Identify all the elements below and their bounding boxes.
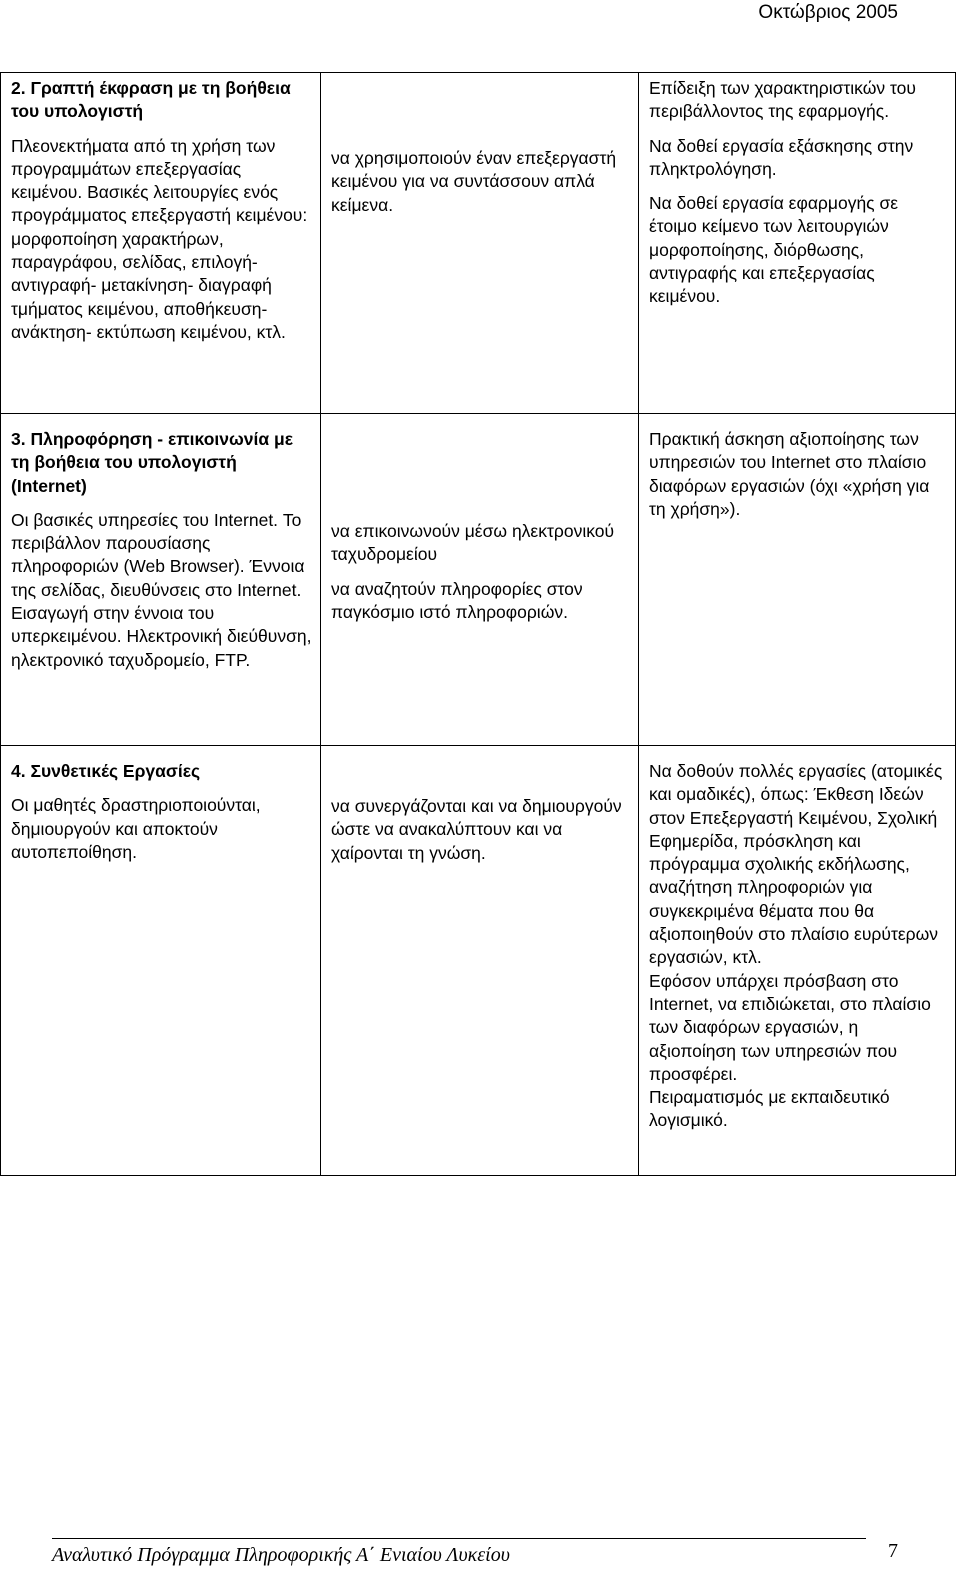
curriculum-table — [0, 72, 956, 1176]
objective-text: να συνεργάζονται και να δημιουργούν ώστε να ανακαλύπτουν και να χαίρονται τη γνώση. — [331, 796, 622, 863]
unit-title: 3. Πληροφόρηση - επικοινωνία με τη βοήθεια του υπολογιστή (Internet) — [11, 429, 294, 496]
activity-text: Εφόσον υπάρχει πρόσβαση στο Internet, να επιδιώκεται, στο πλαίσιο των διαφόρων εργασιών, η αξιοποίηση των υπηρεσιών που προσφέρει. — [649, 970, 931, 1084]
footer-divider — [52, 1538, 866, 1539]
objectives-cell — [321, 73, 639, 414]
objective-text: να επικοινωνούν μέσω ηλεκτρονικού ταχυδρομείου — [331, 521, 615, 565]
activity-text: Να δοθεί εργασία εξάσκησης στην πληκτρολόγηση. — [649, 135, 914, 179]
activity-text: Να δοθούν πολλές εργασίες (ατομικές και ομαδικές), όπως: Έκθεση Ιδεών στον Επεξεργαστή Κειμένου, Σχολική Εφημερίδα, πρόσκληση και πρόγραμμα σχολικής εκδήλωσης, αναζήτηση πληροφοριών για συγκεκριμένα θέματα που θα αξιοποιηθούν στο πλαίσιο ευρύτερων εργασιών, κτλ. — [649, 761, 943, 968]
unit-cell — [1, 73, 321, 414]
objective-text: να αναζητούν πληροφορίες στον παγκόσμιο ιστό πληροφοριών. — [331, 578, 583, 622]
unit-cell — [1, 414, 321, 746]
footer-title: Αναλυτικό Πρόγραμμα Πληροφορικής Α΄ Ενιαίου Λυκείου — [52, 1544, 510, 1566]
activity-text: Πρακτική άσκηση αξιοποίησης των υπηρεσιών του Internet στο πλαίσιο διαφόρων εργασιών (όχι «χρήση για τη χρήση»). — [649, 429, 930, 519]
activities-cell — [639, 73, 956, 414]
unit-title: 2. Γραπτή έκφραση με τη βοήθεια του υπολογιστή — [11, 78, 291, 122]
header-date: Οκτώβριος 2005 — [758, 2, 898, 23]
activity-text: Να δοθεί εργασία εφαρμογής σε έτοιμο κείμενο των λειτουργιών μορφοποίησης, διόρθωσης, αντιγραφής και επεξεργασίας κειμένου. — [649, 193, 899, 307]
objectives-cell — [321, 414, 639, 746]
unit-content: Οι μαθητές δραστηριοποιούνται, δημιουργούν και αποκτούν αυτοπεποίθηση. — [11, 795, 261, 862]
objectives-cell — [321, 746, 639, 1176]
unit-title: 4. Συνθετικές Εργασίες — [11, 761, 201, 781]
activity-text: Πειραματισμός με εκπαιδευτικό λογισμικό. — [649, 1087, 890, 1131]
activity-text: Επίδειξη των χαρακτηριστικών του περιβάλλοντος της εφαρμογής. — [649, 78, 916, 122]
unit-content: Πλεονεκτήματα από τη χρήση των προγραμμάτων επεξεργασίας κειμένου. Βασικές λειτουργίες ενός προγράμματος επεξεργαστή κειμένου: μορφοποίηση χαρακτήρων, παραγράφου, σελίδας, επιλογή- αντιγραφή- μετακίνηση- διαγραφή τμήματος κειμένου, αποθήκευση- ανάκτηση- εκτύπωση κειμένου, κτλ. — [11, 135, 308, 342]
objective-text: να χρησιμοποιούν έναν επεξεργαστή κειμένου για να συντάσσουν απλά κείμενα. — [331, 148, 617, 215]
table-row — [1, 414, 956, 746]
unit-cell — [1, 746, 321, 1176]
activities-cell — [639, 414, 956, 746]
unit-content: Οι βασικές υπηρεσίες του Internet. Το περιβάλλον παρουσίασης πληροφοριών (Web Browser). Έννοια της σελίδας, διευθύνσεις στο Internet. Εισαγωγή στην έννοια του υπερκειμένου. Ηλεκτρονική διεύθυνση, ηλεκτρονικό ταχυδρομείο, FTP. — [11, 509, 312, 670]
table-row — [1, 73, 956, 414]
page-number: 7 — [888, 1540, 898, 1562]
activities-cell — [639, 746, 956, 1176]
table-row — [1, 746, 956, 1176]
